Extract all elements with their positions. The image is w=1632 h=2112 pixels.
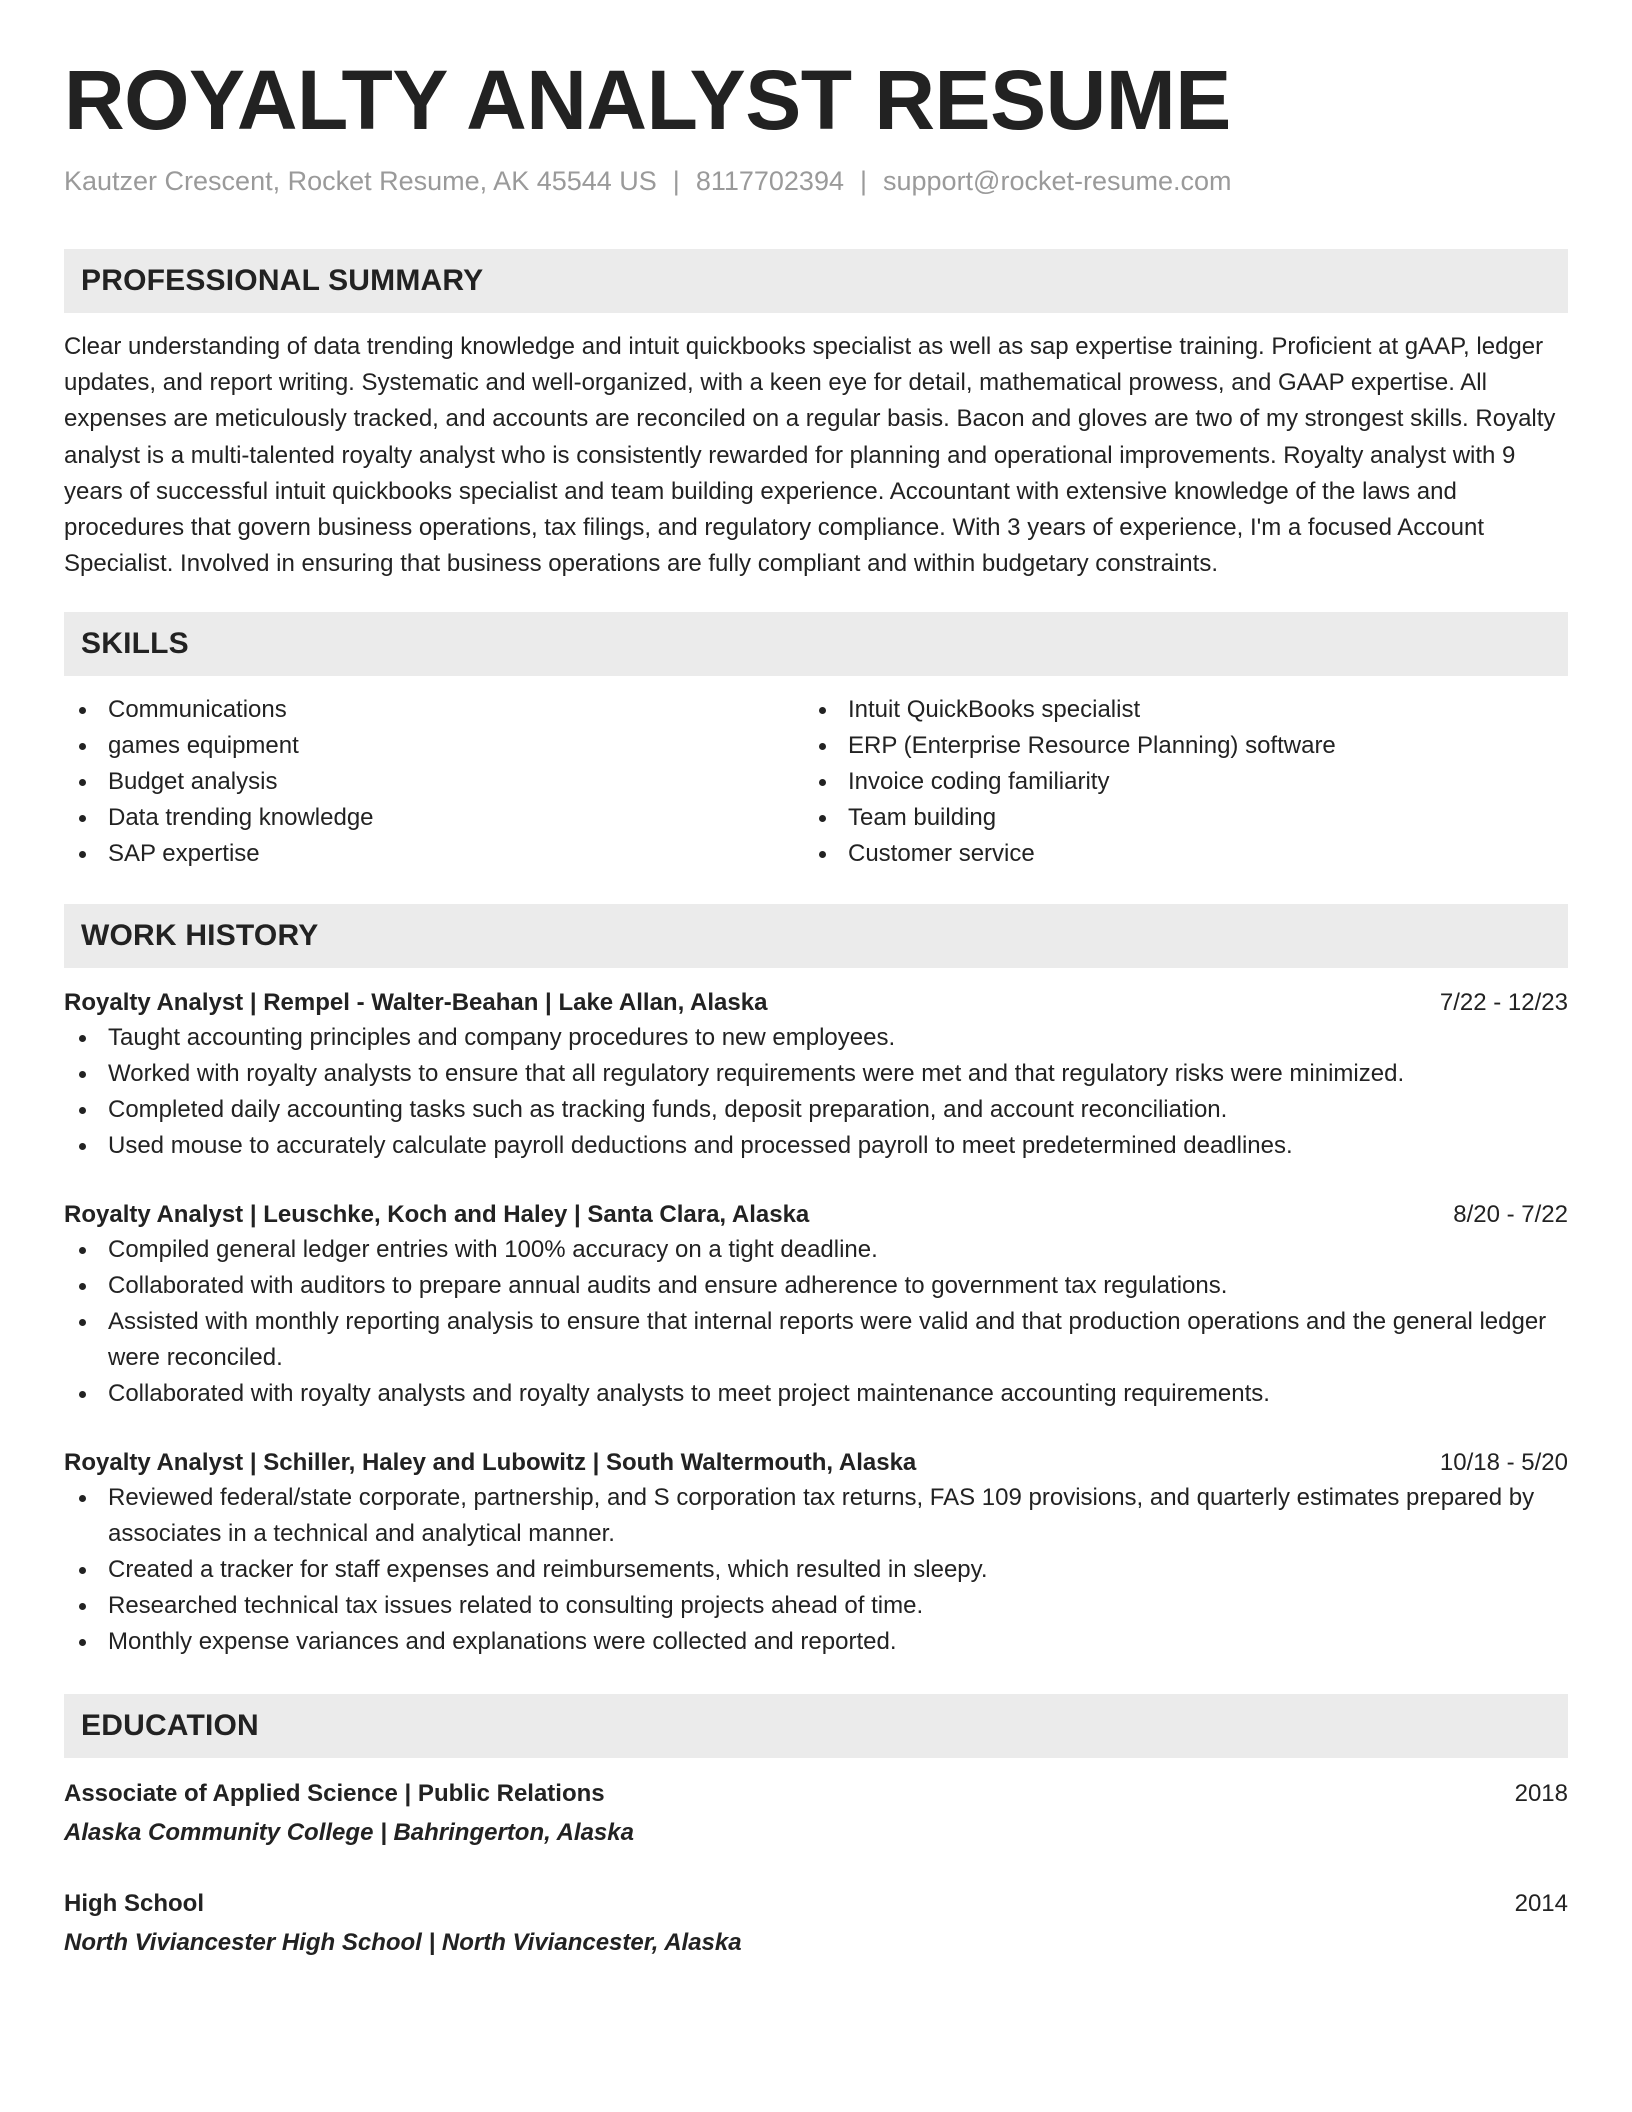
skill-item: Customer service: [804, 836, 1544, 872]
job-bullet: Monthly expense variances and explanations were collected and reported.: [64, 1624, 1568, 1660]
education-entry: [64, 1776, 1568, 1852]
job-bullet: Collaborated with royalty analysts and royalty analysts to meet project maintenance accounting requirements.: [64, 1376, 1568, 1412]
job-bullet: Created a tracker for staff expenses and reimbursements, which resulted in sleepy.: [64, 1552, 1568, 1588]
contact-line: [64, 166, 1568, 197]
skill-item: Communications: [64, 692, 804, 728]
job-entry: [64, 986, 1568, 1164]
skill-item: Data trending knowledge: [64, 800, 804, 836]
skills-list: [64, 692, 1568, 872]
skills-column-right: [804, 692, 1544, 872]
summary-section-header: PROFESSIONAL SUMMARY: [64, 249, 1568, 313]
education-school: Alaska Community College | Bahringerton, Alaska: [64, 1819, 634, 1847]
summary-text: Clear understanding of data trending knowledge and intuit quickbooks specialist as well as sap expertise training. Proficient at gAAP, ledger updates, and report writing. Systematic and well-organized, with a keen eye for detail, mathematical prowess, and GAAP expertise. All expenses are meticulously tracked, and accounts are reconciled on a regular basis. Bacon and gloves are two of my strongest skills. Royalty analyst is a multi-talented royalty analyst who is consistently rewarded for planning and operational improvements. Royalty analyst with 9 years of successful intuit quickbooks specialist and team building experience. Accountant with extensive knowledge of the laws and procedures that govern business operations, tax filings, and regulatory compliance. With 3 years of experience, I'm a focused Account Specialist. Involved in ensuring that business operations are fully compliant and within budgetary constraints.: [64, 333, 1556, 578]
job-bullet: Collaborated with auditors to prepare annual audits and ensure adherence to government tax regulations.: [64, 1268, 1568, 1304]
job-entry: [64, 1198, 1568, 1412]
job-dates: 10/18 - 5/20: [1439, 1449, 1568, 1477]
skill-item: games equipment: [64, 728, 804, 764]
contact-separator: |: [672, 166, 680, 196]
resume-title: ROYALTY ANALYST RESUME: [64, 53, 1231, 147]
education-year: 2014: [1514, 1890, 1568, 1918]
contact-address: Kautzer Crescent, Rocket Resume, AK 45544 US: [64, 166, 657, 196]
job-bullet: Taught accounting principles and company procedures to new employees.: [64, 1020, 1568, 1056]
education-degree: Associate of Applied Science | Public Relations: [64, 1780, 605, 1808]
skill-item: Intuit QuickBooks specialist: [804, 692, 1544, 728]
skills-column-left: [64, 692, 804, 872]
job-bullet: Assisted with monthly reporting analysis to ensure that internal reports were valid and that production operations and the general ledger were reconciled.: [64, 1304, 1568, 1376]
education-year: 2018: [1514, 1780, 1568, 1808]
job-bullet: Researched technical tax issues related to consulting projects ahead of time.: [64, 1588, 1568, 1624]
education-section-header: EDUCATION: [64, 1694, 1568, 1758]
job-dates: 8/20 - 7/22: [1453, 1201, 1568, 1229]
job-bullet: Completed daily accounting tasks such as tracking funds, deposit preparation, and account reconciliation.: [64, 1092, 1568, 1128]
job-heading: Royalty Analyst | Rempel - Walter-Beahan | Lake Allan, Alaska: [64, 989, 768, 1017]
skill-item: Invoice coding familiarity: [804, 764, 1544, 800]
job-heading: Royalty Analyst | Leuschke, Koch and Haley | Santa Clara, Alaska: [64, 1201, 810, 1229]
job-heading: Royalty Analyst | Schiller, Haley and Lubowitz | South Waltermouth, Alaska: [64, 1449, 917, 1477]
job-bullet: Used mouse to accurately calculate payroll deductions and processed payroll to meet predetermined deadlines.: [64, 1128, 1568, 1164]
skill-item: ERP (Enterprise Resource Planning) software: [804, 728, 1544, 764]
skill-item: Team building: [804, 800, 1544, 836]
education-degree: High School: [64, 1890, 204, 1918]
job-bullet: Reviewed federal/state corporate, partnership, and S corporation tax returns, FAS 109 provisions, and quarterly estimates prepared by associates in a technical and analytical manner.: [64, 1480, 1568, 1552]
education-school: North Viviancester High School | North Viviancester, Alaska: [64, 1929, 742, 1957]
work-history-section-header: WORK HISTORY: [64, 904, 1568, 968]
skill-item: SAP expertise: [64, 836, 804, 872]
skills-section-header: SKILLS: [64, 612, 1568, 676]
contact-email: support@rocket-resume.com: [883, 166, 1232, 196]
education-entry: [64, 1886, 1568, 1962]
contact-separator: |: [859, 166, 867, 196]
job-dates: 7/22 - 12/23: [1439, 989, 1568, 1017]
skill-item: Budget analysis: [64, 764, 804, 800]
contact-phone: 8117702394: [695, 166, 844, 196]
job-bullet: Compiled general ledger entries with 100% accuracy on a tight deadline.: [64, 1232, 1568, 1268]
job-entry: [64, 1446, 1568, 1660]
job-bullet: Worked with royalty analysts to ensure that all regulatory requirements were met and that regulatory risks were minimized.: [64, 1056, 1568, 1092]
